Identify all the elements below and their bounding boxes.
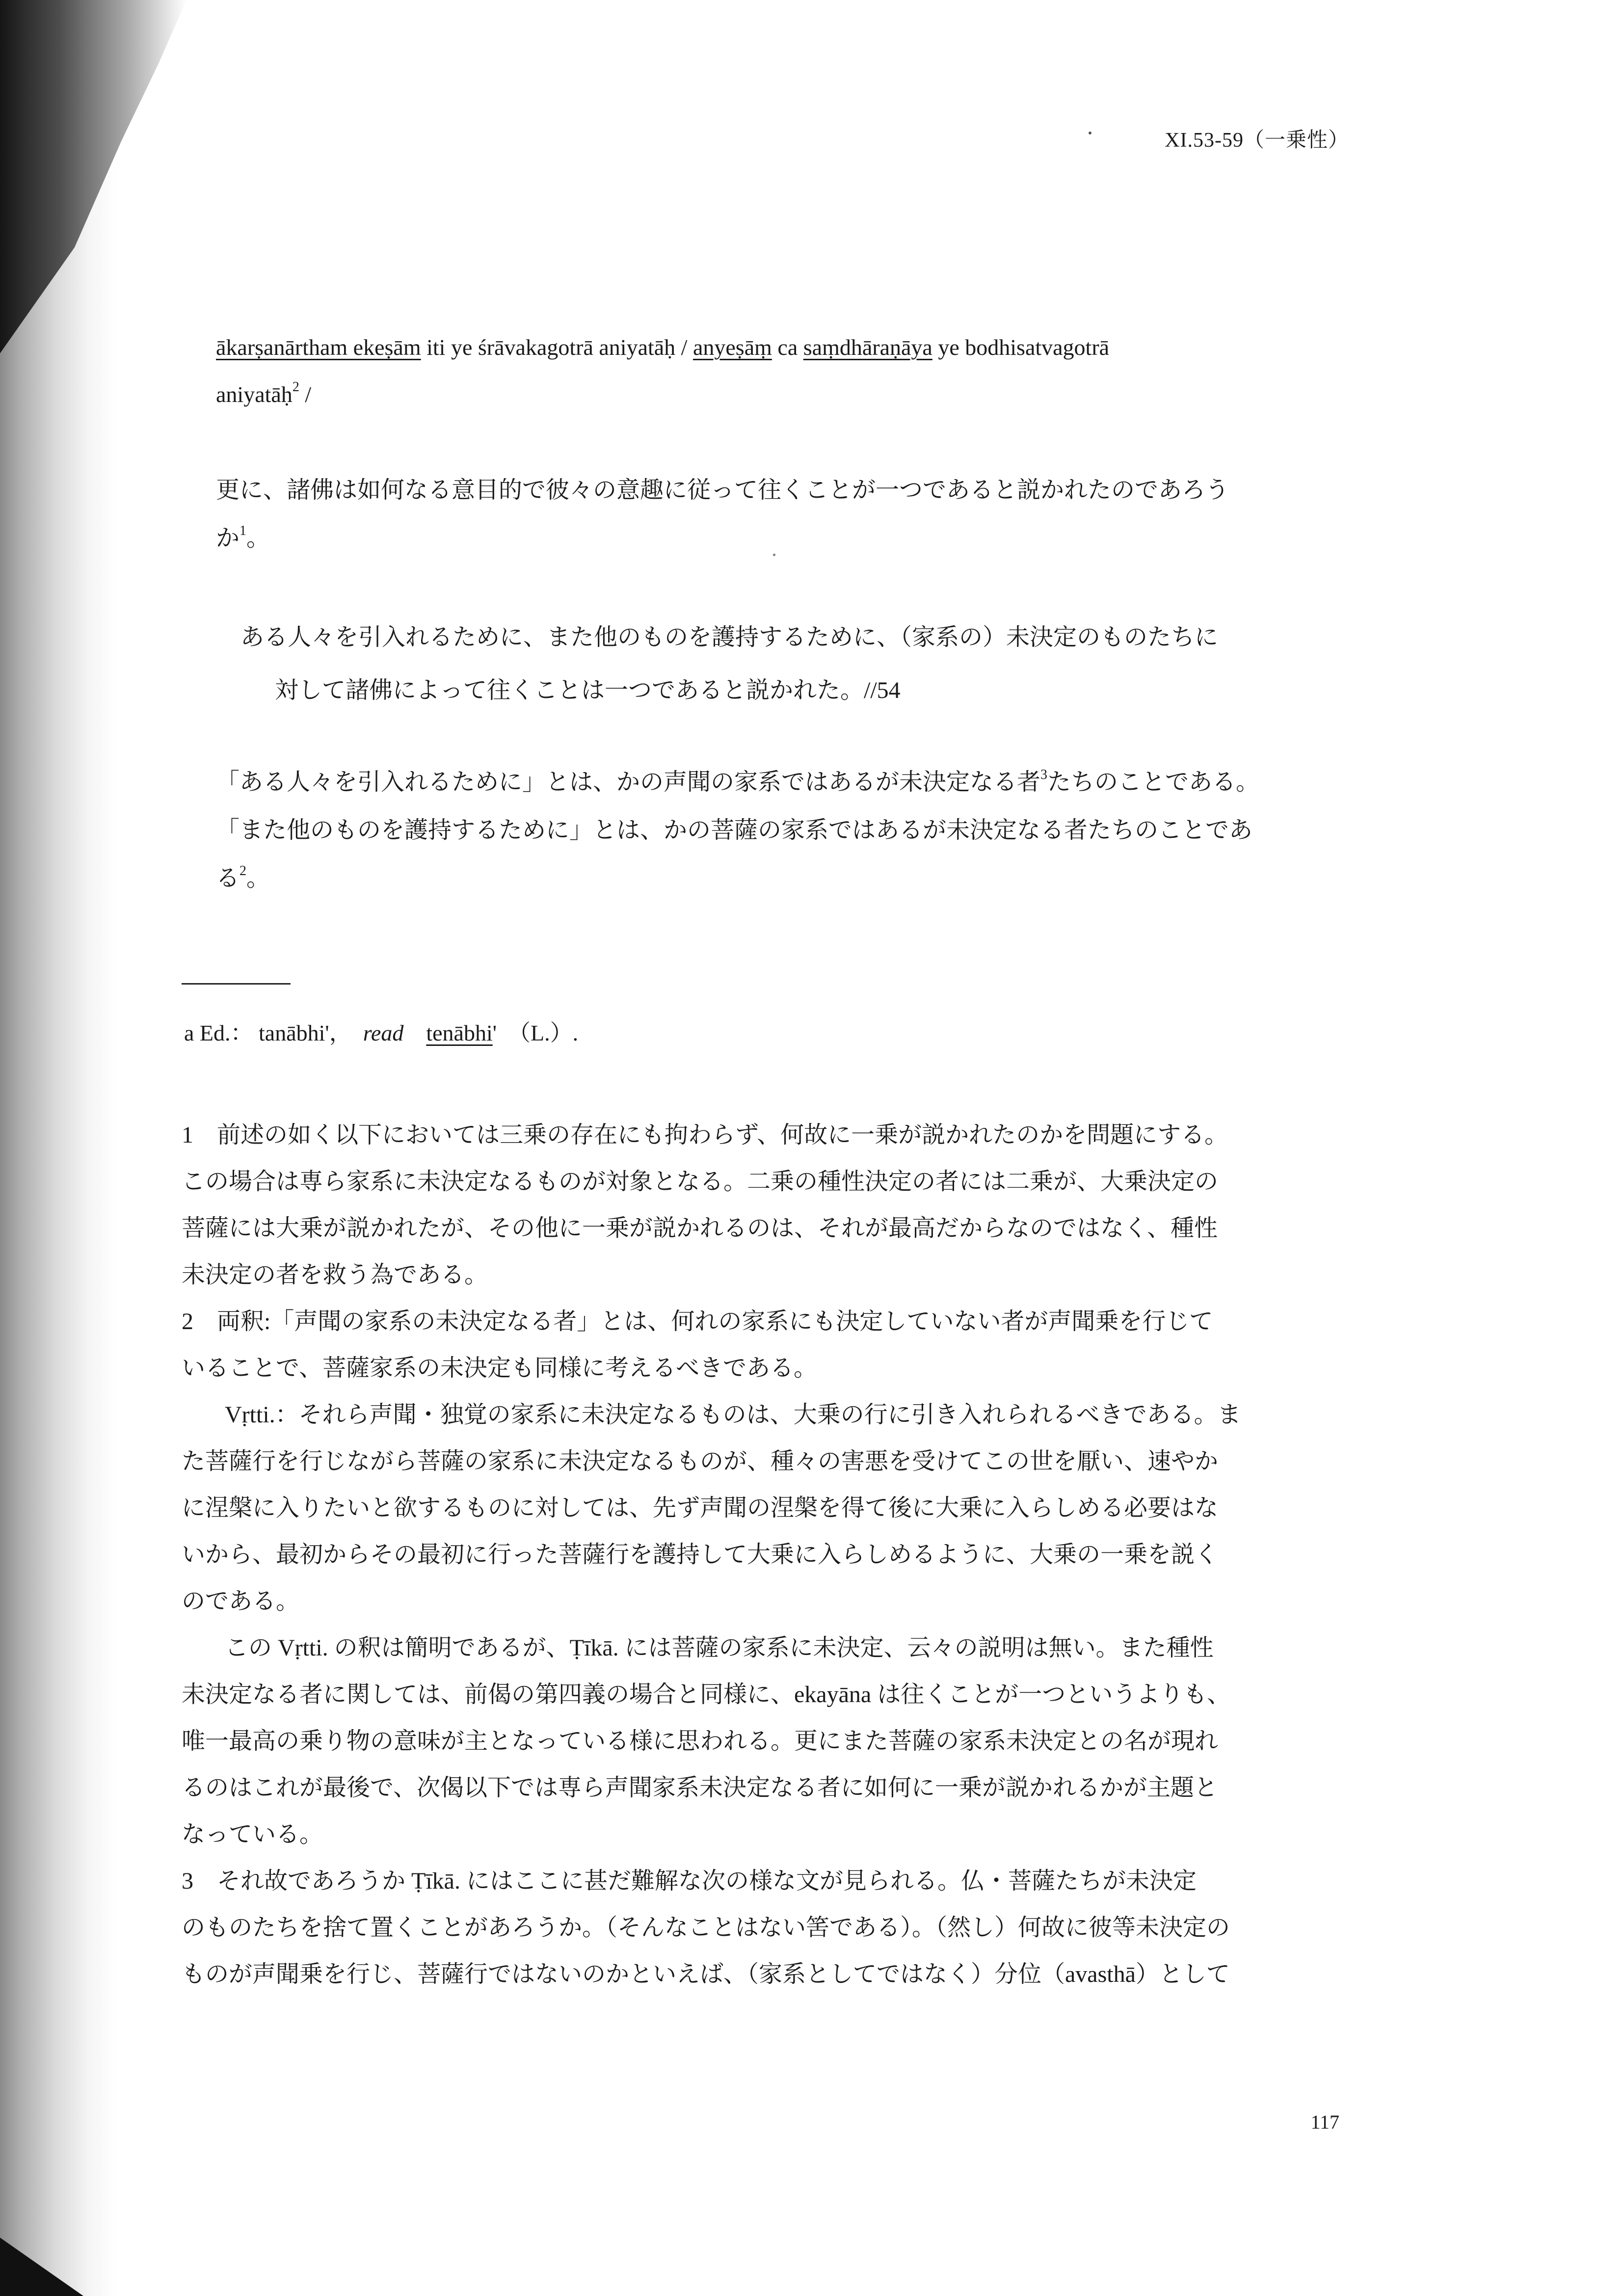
footnote-2-line: この Vṛtti. の釈は簡明であるが、Ṭīkā. には菩薩の家系に未決定、云々の説明は無い。また種性	[225, 1635, 1214, 1661]
underlined-term: anyeṣāṃ	[692, 335, 772, 360]
text-fragment: 。	[246, 865, 270, 891]
footnotes	[182, 1112, 1359, 1998]
footnote-2-line: Vṛtti.：それら声聞・独覚の家系に未決定なるものは、大乗の行に引き入れられるべきである。ま	[225, 1402, 1241, 1428]
scan-speck	[1089, 132, 1092, 134]
scan-speck	[773, 554, 775, 556]
footnote-2-line: に涅槃に入りたいと欲するものに対しては、先ず声聞の涅槃を得て後に大乗に入らしめる必要はな	[182, 1495, 1219, 1521]
verse-54	[240, 611, 1355, 717]
underlined-term: tenābhi	[426, 1020, 493, 1045]
footnote-2-line: 唯一最高の乗り物の意味が主となっている様に思われる。更にまた菩薩の家系未決定との名が現れ	[182, 1728, 1219, 1754]
sanskrit-text: aniyatāḥ	[216, 382, 293, 407]
footnote-2-line: いから、最初からその最初に行った菩薩行を護持して大乗に入らしめるように、大乗の一乗を説く	[182, 1542, 1219, 1568]
footnote-1-line: 未決定の者を救う為である。	[182, 1262, 488, 1288]
textual-note-a	[184, 1014, 578, 1053]
text-fragment: 。	[246, 525, 270, 551]
footnote-2-line: 2 両釈:「声聞の家系の未決定なる者」とは、何れの家系にも決定していない者が声聞乗を行じて	[182, 1308, 1213, 1335]
text-line	[216, 854, 1355, 903]
sanskrit-text: iti ye śrāvakagotrā aniyatāḥ /	[421, 335, 693, 360]
footnote-ref: 2	[292, 379, 299, 395]
note-text: '	[492, 1020, 520, 1045]
scan-binding-shadow	[0, 0, 118, 2296]
text-fragment: たちのことである。	[1047, 769, 1260, 795]
footnote-3-line: 3 それ故であろうか Ṭīkā. にはここに甚だ難解な次の様な文が見られる。仏・菩薩たちが未決定	[182, 1868, 1197, 1894]
text-line: 「また他のものを護持するために」とは、かの菩薩の家系ではあるが未決定なる者たちのことであ	[216, 817, 1253, 843]
footnote-2-line: いることで、菩薩家系の未決定も同様に考えるべきである。	[182, 1355, 818, 1381]
text-fragment: る	[216, 865, 240, 891]
text-line	[216, 514, 1355, 562]
footnote-3-line: のものたちを捨て置くことがあろうか。（そんなことはない筈である）。（然し）何故に彼等未決定の	[182, 1915, 1230, 1941]
footnote-divider	[182, 983, 291, 985]
footnote-1-line: 1 前述の如く以下においては三乗の存在にも拘わらず、何故に一乗が説かれたのかを問題にする。	[182, 1122, 1228, 1148]
footnote-1-line: 菩薩には大乗が説かれたが、その他に一乗が説かれるのは、それが最高だからなのではなく、種性	[182, 1215, 1218, 1241]
note-text: （L.）.	[519, 1020, 579, 1045]
footnote-3-line: ものが声聞乗を行じ、菩薩行ではないのかといえば、（家系としてではなく）分位（avasthā）として	[182, 1961, 1230, 1987]
note-text: '，	[325, 1020, 363, 1045]
sanskrit-text: ca	[772, 335, 803, 360]
footnote-ref: 3	[1040, 767, 1048, 782]
verse-line-1: ある人々を引入れるために、また他のものを護持するために、（家系の）未決定のものたちに	[240, 624, 1219, 650]
footnote-2-line: た菩薩行を行じながら菩薩の家系に未決定なるものが、種々の害悪を受けてこの世を厭い、速やか	[182, 1448, 1219, 1474]
sanskrit-text: ye bodhisatvagotrā	[932, 335, 1110, 360]
note-emphasis: read	[363, 1020, 404, 1045]
footnote-2-line: 未決定なる者に関しては、前偈の第四義の場合と同様に、ekayāna は往くことが一つというよりも、	[182, 1682, 1231, 1708]
footnote-1-line: この場合は専ら家系に未決定なるものが対象となる。二乗の種性決定の者には二乗が、大乗決定の	[182, 1169, 1219, 1195]
note-text: a Ed.： tanābhi	[184, 1020, 325, 1045]
footnote-2-line: なっている。	[182, 1821, 323, 1847]
footnote-ref: 2	[240, 863, 247, 879]
footnote-2-line: のである。	[182, 1588, 300, 1614]
sanskrit-line-2	[216, 371, 1355, 418]
text-fragment: 「ある人々を引入れるために」とは、かの声聞の家系ではあるが未決定なる者	[216, 769, 1041, 795]
note-text	[403, 1020, 426, 1045]
sanskrit-text: /	[299, 382, 312, 407]
commentary-paragraph	[216, 758, 1355, 903]
sanskrit-line-1	[216, 324, 1355, 371]
text-fragment: か	[216, 525, 240, 551]
underlined-term: ākarṣanārtham ekeṣām	[216, 335, 421, 360]
translation-paragraph-1	[216, 466, 1355, 562]
text-line	[216, 758, 1355, 806]
page-number: 117	[1310, 2111, 1339, 2133]
verse-line-2: 対して諸佛によって往くことは一つであると説かれた。//54	[275, 677, 901, 703]
text-line: 更に、諸佛は如何なる意目的で彼々の意趣に従って往くことが一つであると説かれたのであろう	[216, 477, 1229, 503]
sanskrit-passage	[216, 324, 1355, 418]
footnote-ref: 1	[240, 523, 247, 538]
footnote-2-line: るのはこれが最後で、次偈以下では専ら声聞家系未決定なる者に如何に一乗が説かれるかが主題と	[182, 1775, 1218, 1801]
running-header: XI.53-59（一乗性）	[1165, 129, 1349, 152]
underlined-term: saṃdhāraṇāya	[803, 335, 932, 360]
